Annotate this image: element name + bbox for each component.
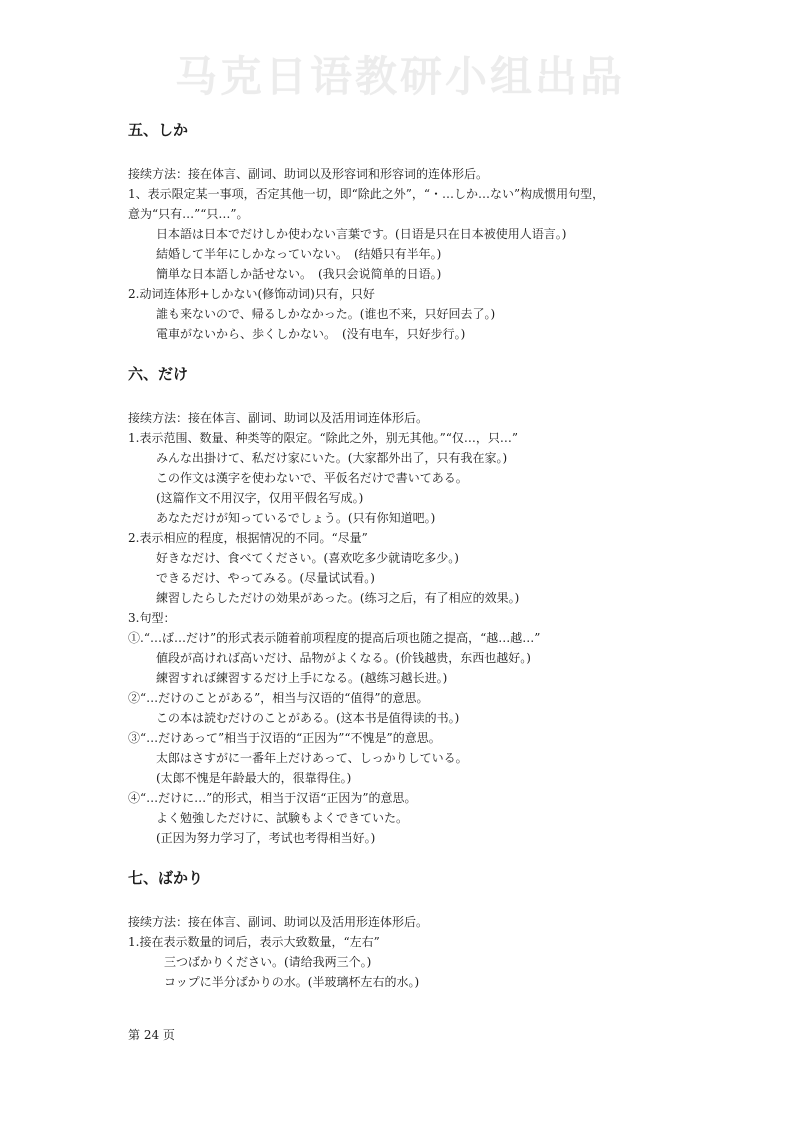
example-sentence: あなただけが知っているでしょう。(只有你知道吧。) [156,511,436,525]
example-sentence: 結婚して半年にしかなっていない。 (结婚只有半年。) [156,247,442,261]
text-line: ①.“…ば…だけ”的形式表示随着前项程度的提高后项也随之提高，“越…越…” [128,631,541,645]
example-sentence: (这篇作文不用汉字，仅用平假名写成。) [156,491,364,505]
section [128,120,688,344]
example-sentence: 練習すれば練習するだけ上手になる。(越练习越长进。) [156,671,448,685]
example-sentence: 値段が高ければ高いだけ、品物がよくなる。(价钱越贵，东西也越好。) [156,651,531,665]
example-sentence: 太郎はさすがに一番年上だけあって、しっかりしている。 [156,751,468,765]
example-sentence: 誰も来ないので、帰るしかなかった。(谁也不来，只好回去了。) [156,307,496,321]
text-line: 1.接在表示数量的词后，表示大致数量，“左右” [128,935,380,949]
text-line: 接续方法：接在体言、副词、助词以及活用形连体形后。 [128,915,429,929]
example-sentence: 好きなだけ、食べてください。(喜欢吃多少就请吃多少。) [156,551,459,565]
example-sentence: 練習したらしただけの効果があった。(练习之后，有了相应的效果。) [156,591,520,605]
text-line: ④“…だけに…”的形式，相当于汉语“正因为”的意思。 [128,791,417,805]
text-line: 1、表示限定某一事项，否定其他一切，即“除此之外”，“・…しか…ない”构成惯用句型， [128,187,605,201]
section-title: 七、ばかり [128,869,204,887]
section-title: 六、だけ [128,365,189,383]
example-sentence: この本は読むだけのことがある。(这本书是值得读的书。) [156,711,460,725]
page-number: 第 24 页 [128,1028,175,1042]
text-line: 2.表示相应的程度，根据情况的不同。“尽量” [128,531,368,545]
section-title: 五、しか [128,121,189,139]
example-sentence: できるだけ、やってみる。(尽量试试看。) [156,571,375,585]
section [128,868,688,992]
watermark-text: 马克日语教研小组出品 [174,52,625,101]
example-sentence: (太郎不愧是年龄最大的，很靠得住。) [156,771,352,785]
example-sentence: 簡単な日本語しか話せない。 (我只会说简单的日语。) [156,267,442,281]
text-line: ②“…だけのことがある”，相当与汉语的“值得”的意思。 [128,691,429,705]
example-sentence: 電車がないから、歩くしかない。 (没有电车，只好步行。) [156,327,466,341]
document-body [128,120,688,1012]
example-sentence: コップに半分ばかりの水。(半玻璃杯左右的水。) [164,975,420,989]
example-sentence: よく勉強しただけに、試験もよくできていた。 [156,811,409,825]
text-line: 接续方法：接在体言、副词、助词以及形容词和形容词的连体形后。 [128,167,489,181]
text-line: 2.动词连体形+しかない(修饰动词)只有，只好 [128,287,375,301]
example-sentence: この作文は漢字を使わないで、平仮名だけで書いてある。 [156,471,468,485]
section [128,364,688,848]
example-sentence: (正因为努力学习了，考试也考得相当好。) [156,831,376,845]
text-line: 3.句型： [128,611,176,625]
text-line: 接续方法：接在体言、副词、助词以及活用词连体形后。 [128,411,429,425]
example-sentence: みんな出掛けて、私だけ家にいた。(大家都外出了，只有我在家。) [156,451,508,465]
example-sentence: 三つばかりください。(请给我两三个。) [164,955,372,969]
text-line: ③“…だけあって”相当于汉语的“正因为”“不愧是”的意思。 [128,731,441,745]
example-sentence: 日本語は日本でだけしか使わない言葉です。(日语是只在日本被使用人语言。) [156,227,567,241]
text-line: 1.表示范围、数量、种类等的限定。“除此之外，别无其他。”“仅…，只…” [128,431,518,445]
text-line: 意为“只有…”“只…”。 [128,207,249,221]
